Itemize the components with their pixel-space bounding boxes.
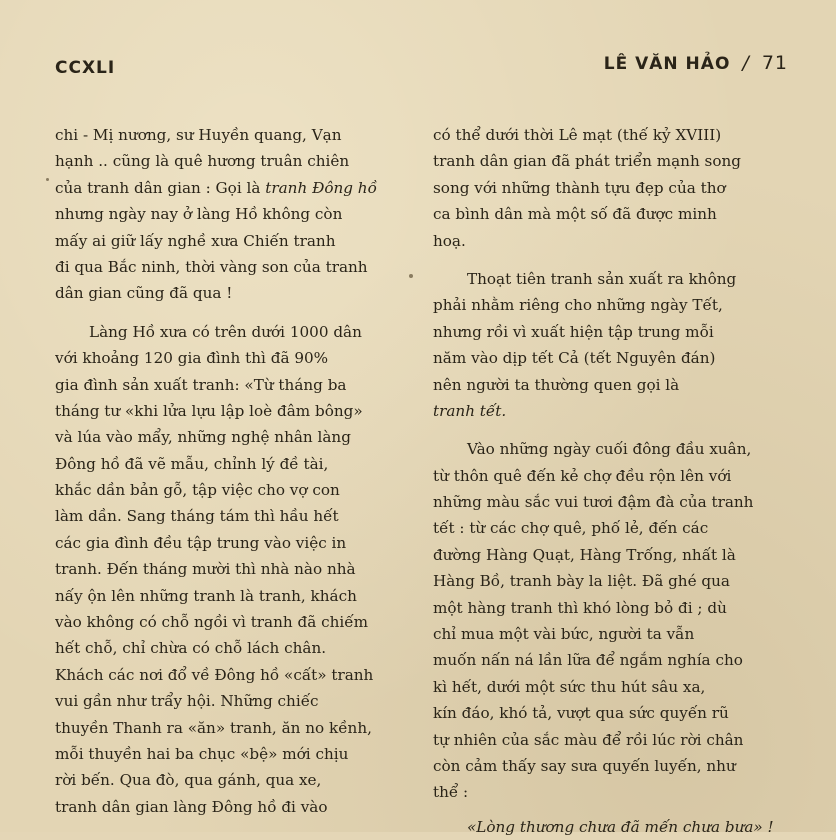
text-line: tranh. Đến tháng mười thì nhà nào nhà: [55, 560, 356, 579]
right-paragraph-3: [433, 436, 789, 805]
text-line: kín đáo, khó tả, vượt qua sức quyến rũ: [433, 704, 729, 723]
text-line: ca bình dân mà một số đã được minh: [433, 205, 717, 224]
text-line: Hàng Bồ, tranh bày la liệt. Đã ghé qua: [433, 572, 730, 591]
text-line: thể :: [433, 783, 469, 802]
text-line: song với những thành tựu đẹp của thơ: [433, 178, 726, 197]
paragraph-gap: [55, 307, 407, 319]
text-line: muốn nấn ná lần lữa để ngắm nghía cho: [433, 651, 743, 670]
text-line: năm vào dịp tết Cả (tết Nguyên đán): [433, 349, 716, 368]
text-line: dân gian cũng đã qua !: [55, 284, 233, 303]
quote-line: [433, 814, 789, 840]
text-line: gia đình sản xuất tranh: «Từ tháng ba: [55, 375, 347, 394]
paragraph-gap: [433, 806, 789, 814]
text-line: tranh dân gian đã phát triển mạnh song: [433, 152, 741, 171]
text-line: [55, 175, 407, 201]
author-name: LÊ VĂN HẢO: [603, 54, 731, 74]
text-line: chỉ mua một vài bức, người ta vẫn: [433, 625, 695, 644]
paragraph-gap: [433, 254, 789, 266]
text-line: từ thôn quê đến kẻ chợ đều rộn lên với: [433, 466, 732, 485]
right-column: [433, 122, 789, 840]
text-line: với khoảng 120 gia đình thì đã 90%: [55, 349, 329, 368]
right-quote: [433, 814, 789, 840]
header-separator: /: [742, 52, 750, 74]
quoted-verse: «Lòng thương chưa đã mến chưa bưa» !: [467, 817, 774, 836]
text-line: đi qua Bắc ninh, thời vàng son của tranh: [55, 257, 368, 276]
text-line: kì hết, dưới một sức thu hút sâu xa,: [433, 677, 706, 696]
left-paragraph-1: [55, 122, 407, 307]
left-paragraph-2: [55, 319, 407, 820]
text-line: hết chỗ, chỉ chừa có chỗ lách chân.: [55, 639, 327, 658]
text-line: tết : từ các chợ quê, phố lẻ, đến các: [433, 519, 709, 538]
text-line: thuyền Thanh ra «ăn» tranh, ăn no kềnh,: [55, 718, 372, 737]
text-line: rời bến. Qua đò, qua gánh, qua xe,: [55, 771, 322, 790]
text-line: tranh dân gian làng Đông hồ đi vào: [55, 797, 328, 816]
left-column: [55, 122, 407, 820]
text-line: một hàng tranh thì khó lòng bỏ đi ; dù: [433, 598, 727, 617]
text-line: [433, 398, 789, 424]
text-line: Thoạt tiên tranh sản xuất ra không: [467, 269, 737, 288]
text-line: nhưng ngày nay ở làng Hồ không còn: [55, 205, 343, 224]
text-line: đường Hàng Quạt, Hàng Trống, nhất là: [433, 545, 736, 564]
text-line: Khách các nơi đổ về Đông hồ «cất» tranh: [55, 665, 374, 684]
text-line: nhưng rồi vì xuất hiện tập trung mỗi: [433, 322, 714, 341]
text-line: mấy ai giữ lấy nghề xưa Chiến tranh: [55, 231, 336, 250]
text-line: vui gần như trẩy hội. Những chiếc: [55, 692, 319, 711]
paper-speck: [46, 178, 49, 181]
text-line: làm dần. Sang tháng tám thì hầu hết: [55, 507, 339, 526]
italic-term: tranh tết.: [433, 401, 507, 420]
text-line: phải nhằm riêng cho những ngày Tết,: [433, 296, 723, 315]
text-segment: của tranh dân gian : Gọi là: [55, 178, 266, 197]
text-line: tự nhiên của sắc màu để rồi lúc rời chân: [433, 730, 744, 749]
paper-speck: [409, 274, 413, 278]
running-header: [604, 52, 788, 74]
paragraph-gap: [433, 424, 789, 436]
text-line: và lúa vào mẩy, những nghệ nhân làng: [55, 428, 351, 447]
text-line: có thể dưới thời Lê mạt (thế kỷ XVIII): [433, 126, 722, 144]
right-paragraph-2: [433, 266, 789, 424]
text-line: những màu sắc vui tươi đậm đà của tranh: [433, 493, 754, 512]
page-number: 71: [761, 52, 788, 74]
text-line: hoạ.: [433, 231, 466, 250]
chapter-roman-numeral: CCXLI: [55, 58, 116, 78]
text-line: chi - Mị nương, sư Huyền quang, Vạn: [55, 126, 342, 144]
text-line: vào không có chỗ ngồi vì tranh đã chiếm: [55, 613, 368, 632]
text-line: còn cảm thấy say sưa quyến luyến, như: [433, 756, 736, 775]
text-line: các gia đình đều tập trung vào việc in: [55, 533, 347, 552]
text-line: hạnh .. cũng là quê hương truân chiên: [55, 152, 350, 171]
text-line: Đông hồ đã vẽ mẫu, chỉnh lý đề tài,: [55, 454, 329, 473]
text-line: nên người ta thường quen gọi là: [433, 375, 680, 394]
text-line: mỗi thuyền hai ba chục «bệ» mới chịu: [55, 744, 349, 763]
text-line: khắc dần bản gỗ, tập việc cho vợ con: [55, 481, 340, 500]
italic-term: tranh Đông hồ: [265, 178, 377, 197]
text-line: Vào những ngày cuối đông đầu xuân,: [467, 440, 752, 459]
text-line: Làng Hồ xưa có trên dưới 1000 dân: [89, 322, 362, 341]
text-line: nấy ộn lên những tranh là tranh, khách: [55, 586, 357, 605]
text-line: tháng tư «khi lửa lựu lập loè đâm bông»: [55, 401, 363, 420]
right-paragraph-1: [433, 122, 789, 254]
